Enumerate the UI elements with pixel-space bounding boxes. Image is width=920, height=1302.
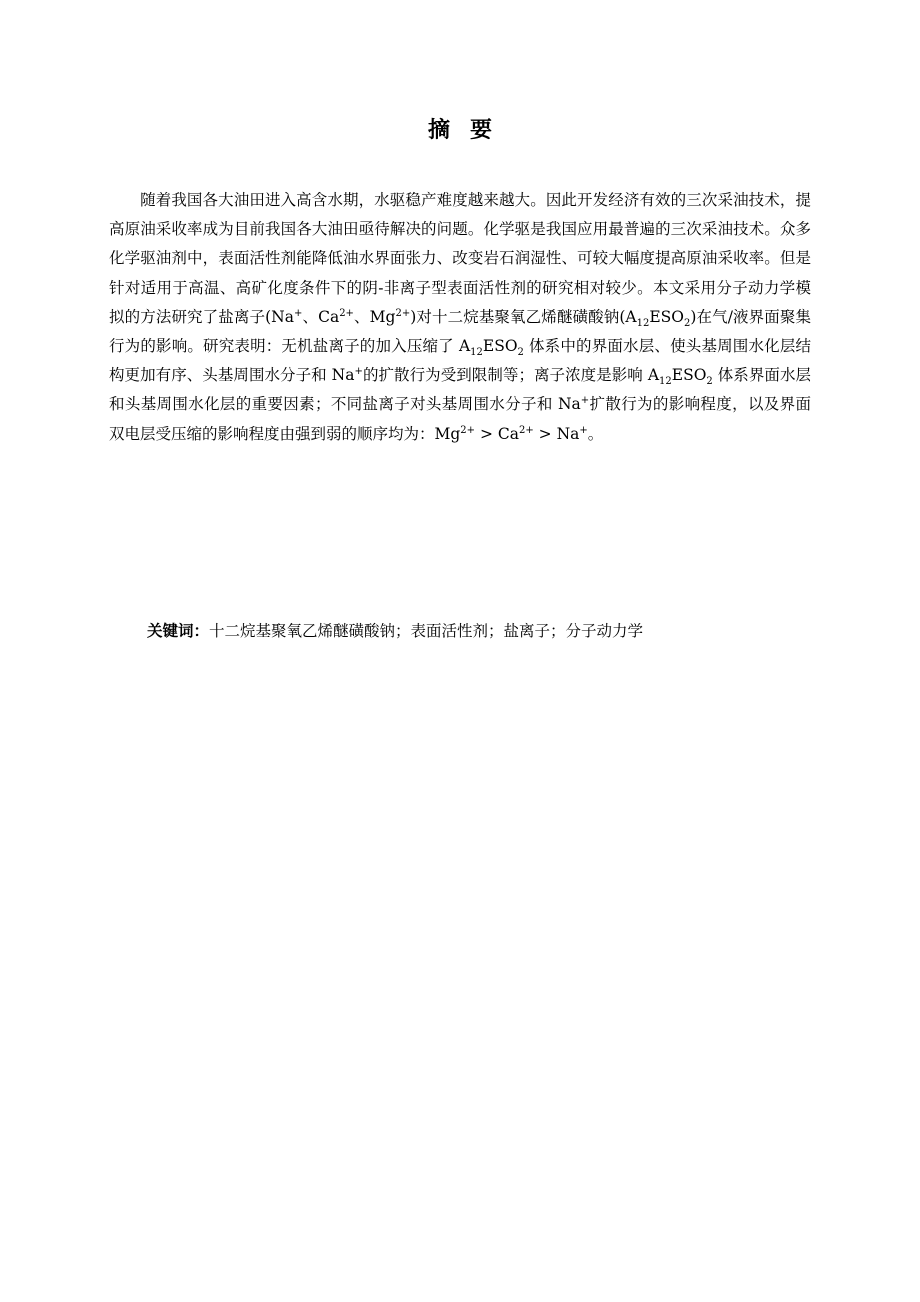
keywords-text: 十二烷基聚氧乙烯醚磺酸钠；表面活性剂；盐离子；分子动力学 (209, 622, 644, 640)
abstract-text: 、Ca (302, 307, 340, 326)
superscript: + (354, 366, 363, 378)
keywords-label: 关键词： (147, 621, 210, 640)
subscript: 2 (683, 317, 691, 329)
abstract-text: 的扩散行为受到限制等；离子浓度是影响 A (362, 366, 660, 385)
abstract-text: 随着我国各大油田进入高含水期，水驱稳产难度越来越大。因此开发经济有效的三次采油技术，提高原油采收率成为目前我国各大油田亟待解决的问题。化学驱是我国应用最普遍的三次采油技术。众多化学驱油剂中，表面活性剂能降低油水界面张力、改变岩石润湿性、可较大幅度提高原油采收率。但是针对适用于高温、高矿化度条件下的阴-非离子型表面活性剂的研究相对较少。本文采用分子动力学模拟的方法研究了盐离子(Na (109, 191, 811, 326)
abstract-text: ESO (649, 307, 684, 326)
abstract-text: 体系中的界面水层、使头基周围水化层结构更加有序、头基周围水分子和 Na (109, 337, 811, 385)
abstract-text: )对十二烷基聚氧乙烯醚磺酸钠(A (410, 307, 637, 326)
keywords-line (147, 616, 811, 646)
abstract-text: 体系界面水层和头基周围水化层的重要因素；不同盐离子对头基周围水分子和 Na (109, 366, 812, 414)
abstract-text: 。 (587, 424, 604, 443)
abstract-text: ESO (671, 366, 707, 385)
abstract-text: )在气/液界面聚集行为的影响。研究表明：无机盐离子的加入压缩了 A (109, 307, 811, 356)
abstract-text: > Na (533, 424, 580, 443)
superscript: 2+ (519, 424, 534, 436)
superscript: 2+ (460, 424, 476, 436)
subscript: 12 (659, 376, 672, 388)
subscript: 2 (517, 347, 524, 359)
abstract-heading (0, 112, 920, 148)
heading-char-1: 摘 (427, 117, 450, 143)
superscript: 2+ (395, 307, 411, 319)
superscript: + (579, 424, 588, 436)
abstract-text: 扩散行为的影响程度，以及界面双电层受压缩的影响程度由强到弱的顺序均为：Mg (109, 395, 811, 443)
subscript: 12 (470, 347, 483, 359)
subscript: 12 (636, 317, 650, 329)
subscript: 2 (706, 376, 713, 388)
abstract-text: > Ca (475, 424, 519, 443)
abstract-text: 、Mg (353, 307, 396, 326)
abstract-text: ESO (482, 337, 518, 356)
superscript: + (580, 395, 590, 407)
superscript: 2+ (339, 307, 354, 319)
superscript: + (293, 307, 303, 319)
heading-char-2: 要 (470, 117, 493, 143)
abstract-paragraph (109, 186, 811, 449)
